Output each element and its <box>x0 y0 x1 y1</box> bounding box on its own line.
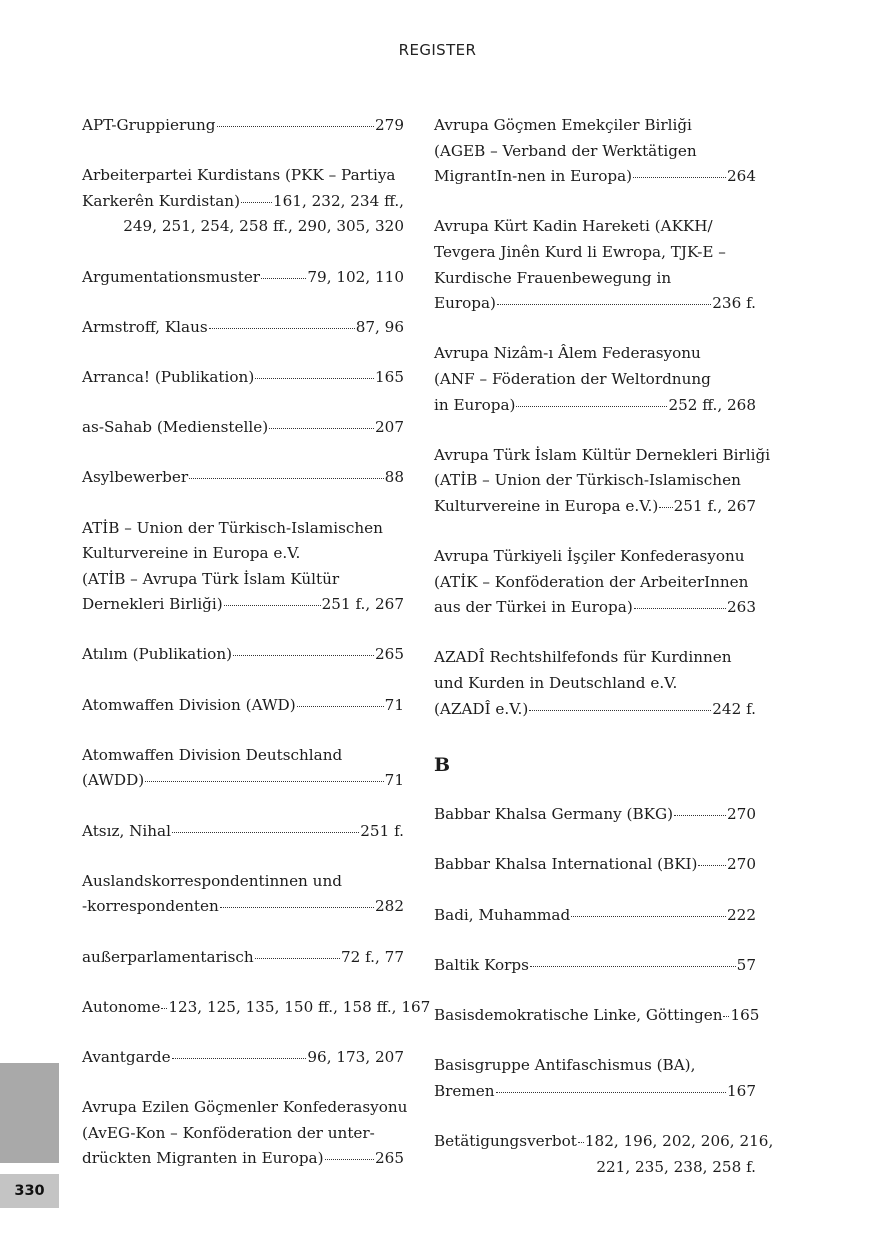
page-references: 71 <box>384 695 404 714</box>
index-entry-line <box>434 544 756 570</box>
index-entry <box>434 903 756 929</box>
entry-term: Autonome <box>82 997 161 1016</box>
entry-term: Tevgera Jinên Kurd li Ewropa, TJK-E – <box>434 242 726 261</box>
index-entry <box>82 465 404 491</box>
dot-leader <box>297 706 384 707</box>
entry-term: ATİB – Union der Türkisch-Islamischen <box>82 518 383 537</box>
index-entry-line <box>82 693 404 719</box>
page-references: 270 <box>727 805 756 824</box>
index-entry <box>434 645 756 722</box>
running-head: REGISTER <box>398 41 477 59</box>
index-entry <box>82 995 431 1021</box>
page-number: 330 <box>0 1174 59 1208</box>
page-references: 282 <box>375 897 404 916</box>
index-entry-line <box>82 415 404 441</box>
dot-leader <box>497 304 711 305</box>
page-references: 96, 173, 207 <box>307 1047 404 1066</box>
entry-term: APT-Gruppierung <box>82 116 216 134</box>
thumb-tab <box>0 1063 59 1163</box>
dot-leader <box>571 916 726 917</box>
entry-term: Kulturvereine in Europa e.V.) <box>434 496 659 515</box>
dot-leader <box>241 202 272 203</box>
entry-term: (ANF – Föderation der Weltordnung <box>434 369 711 388</box>
index-entry-line <box>82 592 404 618</box>
index-entry-line <box>434 802 756 828</box>
entry-term: Atsız, Nihal <box>82 821 171 840</box>
index-entry <box>434 802 756 828</box>
index-entry-line <box>82 768 404 794</box>
entry-term: Asylbewerber <box>82 468 189 487</box>
dot-leader <box>698 865 726 866</box>
page-references: 236 f. <box>712 294 756 313</box>
page-references: 270 <box>727 855 756 874</box>
entry-term: Arbeiterpartei Kurdistans (PKK – Partiya <box>82 166 396 185</box>
entry-term: in Europa) <box>434 395 516 414</box>
dot-leader <box>516 406 667 407</box>
index-entry-line <box>82 365 404 391</box>
dot-leader <box>530 966 736 967</box>
index-entry-line <box>434 139 756 165</box>
entry-term: Avrupa Kürt Kadin Hareketi (AKKH/ <box>434 217 713 236</box>
page-references: 222 <box>727 905 756 924</box>
index-column-left <box>82 113 431 1197</box>
index-entry <box>434 852 756 878</box>
entry-term: Arranca! (Publikation) <box>82 367 255 386</box>
index-entry <box>434 953 756 979</box>
index-entry-line <box>434 266 756 292</box>
entry-term: Dernekleri Birliği) <box>82 595 223 614</box>
dot-leader <box>723 1016 729 1017</box>
dot-leader <box>220 907 374 908</box>
page-references: 87, 96 <box>355 317 404 336</box>
index-entry <box>434 341 756 418</box>
index-entry-line <box>82 315 404 341</box>
page-references: 207 <box>375 418 404 437</box>
entry-term: Babbar Khalsa International (BKI) <box>434 855 698 874</box>
dot-leader <box>578 1142 584 1143</box>
index-entry-line <box>434 113 756 139</box>
dot-leader <box>233 655 374 656</box>
entry-term: (AZADÎ e.V.) <box>434 699 529 718</box>
entry-term: Auslandskorrespondentinnen und <box>82 871 342 890</box>
page-references: 72 f., 77 <box>340 947 404 966</box>
index-entry-line <box>82 265 404 291</box>
page-references: 161, 232, 234 ff., <box>272 191 404 210</box>
index-entry-line <box>434 570 756 596</box>
index-entry <box>82 869 404 920</box>
entry-term: Kulturvereine in Europa e.V. <box>82 544 301 563</box>
entry-term: Avrupa Türk İslam Kültür Dernekleri Birliği <box>434 445 771 464</box>
section-letter-heading: B <box>434 754 451 777</box>
entry-term: -korrespondenten <box>82 897 219 916</box>
index-entry-line <box>82 113 404 139</box>
entry-term: aus der Türkei in Europa) <box>434 598 633 617</box>
dot-leader <box>217 126 375 127</box>
index-entry <box>434 544 756 621</box>
entry-term: Betätigungsverbot <box>434 1131 577 1150</box>
index-entry-line <box>434 367 756 393</box>
dot-leader <box>255 958 340 959</box>
dot-leader <box>634 608 726 609</box>
entry-term: Argumentationsmuster <box>82 267 261 286</box>
index-entry-line <box>434 953 756 979</box>
dot-leader <box>269 428 374 429</box>
entry-term: Atomwaffen Division Deutschland <box>82 745 343 764</box>
page-references: 182, 196, 202, 206, 216, <box>584 1131 774 1150</box>
entry-term: Atomwaffen Division (AWD) <box>82 695 296 714</box>
index-entry-line <box>82 743 404 769</box>
index-entry-line <box>434 852 756 878</box>
index-entry <box>82 163 404 240</box>
dot-leader <box>145 781 384 782</box>
index-entry <box>82 265 404 291</box>
page-references: 167 <box>727 1081 756 1100</box>
page-references: 71 <box>384 771 404 790</box>
entry-term: (ATİB – Union der Türkisch-Islamischen <box>434 471 741 490</box>
page-references: 57 <box>736 955 756 974</box>
entry-term: 249, 251, 254, 258 ff., 290, 305, 320 <box>123 217 404 236</box>
entry-term: außerparlamentarisch <box>82 947 254 966</box>
entry-term: Avrupa Ezilen Göçmenler Konfederasyonu <box>82 1098 408 1117</box>
page-references: 265 <box>375 645 404 664</box>
index-entry <box>82 1045 404 1071</box>
index-entry-line <box>82 1146 404 1172</box>
page-references: 251 f. <box>360 821 404 840</box>
entry-term: as-Sahab (Medienstelle) <box>82 418 269 437</box>
index-entry <box>82 693 404 719</box>
page-references: 263 <box>727 598 756 617</box>
dot-leader <box>209 328 355 329</box>
index-entry <box>82 365 404 391</box>
entry-term: (AWDD) <box>82 771 145 790</box>
dot-leader <box>224 605 321 606</box>
entry-term: Basisgruppe Antifaschismus (BA), <box>434 1056 696 1075</box>
index-entry <box>82 819 404 845</box>
index-entry-line <box>434 903 756 929</box>
index-entry-line <box>82 1095 408 1121</box>
index-entry <box>434 1003 760 1029</box>
index-entry <box>82 113 404 139</box>
index-entry <box>82 516 404 618</box>
index-entry <box>82 1095 408 1172</box>
index-entry <box>434 443 771 520</box>
index-entry-line <box>82 541 404 567</box>
entry-term: AZADÎ Rechtshilfefonds für Kurdinnen <box>434 648 732 667</box>
entry-term: Karkerên Kurdistan) <box>82 191 241 210</box>
page-references: 123, 125, 135, 150 ff., 158 ff., 167 <box>168 997 431 1016</box>
index-entry-line <box>82 894 404 920</box>
index-entry-line <box>82 214 404 240</box>
page-references: 165 <box>730 1006 760 1024</box>
dot-leader <box>496 1092 726 1093</box>
entry-term: Armstroff, Klaus <box>82 317 208 336</box>
index-entry-line <box>434 1003 760 1029</box>
index-entry-line <box>82 1045 404 1071</box>
entry-term: (AvEG-Kon – Konföderation der unter- <box>82 1123 375 1142</box>
dot-leader <box>189 478 384 479</box>
index-entry-line <box>82 642 404 668</box>
entry-term: 221, 235, 238, 258 f. <box>596 1157 756 1176</box>
index-entry-line <box>434 240 756 266</box>
entry-term: Badi, Muhammad <box>434 905 571 924</box>
index-entry-line <box>434 164 756 190</box>
index-entry-line <box>82 567 404 593</box>
index-entry <box>82 415 404 441</box>
index-entry-line <box>82 1121 404 1147</box>
index-entry-line <box>434 214 756 240</box>
entry-term: (ATİB – Avrupa Türk İslam Kültür <box>82 569 340 588</box>
page-references: 279 <box>375 116 404 134</box>
dot-leader <box>172 832 359 833</box>
dot-leader <box>633 177 726 178</box>
entry-term: Avrupa Türkiyeli İşçiler Konfederasyonu <box>434 547 745 566</box>
page-references: 251 f., 267 <box>321 595 404 614</box>
entry-term: Europa) <box>434 294 496 313</box>
entry-term: Atılım (Publikation) <box>82 645 233 664</box>
entry-term: (ATİK – Konföderation der ArbeiterInnen <box>434 572 749 591</box>
page-references: 264 <box>727 167 756 186</box>
index-entry <box>434 214 756 316</box>
entry-term: Basisdemokratische Linke, Göttingen <box>434 1006 723 1024</box>
entry-term: MigrantIn-nen in Europa) <box>434 167 633 186</box>
index-entry-line <box>434 595 756 621</box>
entry-term: und Kurden in Deutschland e.V. <box>434 674 678 693</box>
entry-term: Bremen <box>434 1081 495 1100</box>
index-entry-line <box>434 645 756 671</box>
index-entry-line <box>434 341 756 367</box>
index-entry-line <box>82 819 404 845</box>
index-entry-line <box>82 516 404 542</box>
entry-term: Babbar Khalsa Germany (BKG) <box>434 805 674 824</box>
index-entry-line <box>434 1079 756 1105</box>
entry-term: Avrupa Göçmen Emekçiler Birliği <box>434 116 692 134</box>
dot-leader <box>659 507 672 508</box>
dot-leader <box>255 378 374 379</box>
index-entry-line <box>434 697 756 723</box>
page-references: 88 <box>384 468 404 487</box>
dot-leader <box>325 1159 374 1160</box>
dot-leader <box>529 710 711 711</box>
index-entry-line <box>434 468 756 494</box>
index-entry <box>434 1129 774 1180</box>
index-entry-line <box>434 291 756 317</box>
index-entry <box>434 1053 756 1104</box>
dot-leader <box>674 815 726 816</box>
entry-term: drückten Migranten in Europa) <box>82 1149 324 1168</box>
index-entry-line <box>82 995 431 1021</box>
index-entry-line <box>82 945 404 971</box>
index-entry-line <box>82 869 404 895</box>
index-entry-line <box>82 465 404 491</box>
page-references: 79, 102, 110 <box>307 267 404 286</box>
index-entry-line <box>434 443 771 469</box>
entry-term: Kurdische Frauenbewegung in <box>434 268 672 287</box>
page-references: 251 f., 267 <box>673 496 756 515</box>
index-entry-line <box>82 189 404 215</box>
page-references: 265 <box>375 1149 404 1168</box>
entry-term: Avrupa Nizâm-ı Âlem Federasyonu <box>434 344 701 363</box>
page-references: 242 f. <box>712 699 756 718</box>
page-references: 165 <box>375 367 404 386</box>
entry-term: Avantgarde <box>82 1047 171 1066</box>
dot-leader <box>161 1008 167 1009</box>
index-entry-line <box>82 163 404 189</box>
index-entry <box>82 945 404 971</box>
index-column-right <box>434 113 774 1205</box>
index-entry <box>82 642 404 668</box>
index-entry-line <box>434 1053 756 1079</box>
entry-term: Baltik Korps <box>434 955 529 974</box>
entry-term: (AGEB – Verband der Werktätigen <box>434 141 697 160</box>
index-entry-line <box>434 1129 774 1155</box>
dot-leader <box>261 278 306 279</box>
index-entry <box>82 743 404 794</box>
index-entry-line <box>434 1155 756 1181</box>
index-entry <box>82 315 404 341</box>
index-entry-line <box>434 494 756 520</box>
index-entry <box>434 113 756 190</box>
index-entry-line <box>434 671 756 697</box>
index-entry-line <box>434 393 756 419</box>
page-references: 252 ff., 268 <box>668 395 756 414</box>
dot-leader <box>172 1058 307 1059</box>
